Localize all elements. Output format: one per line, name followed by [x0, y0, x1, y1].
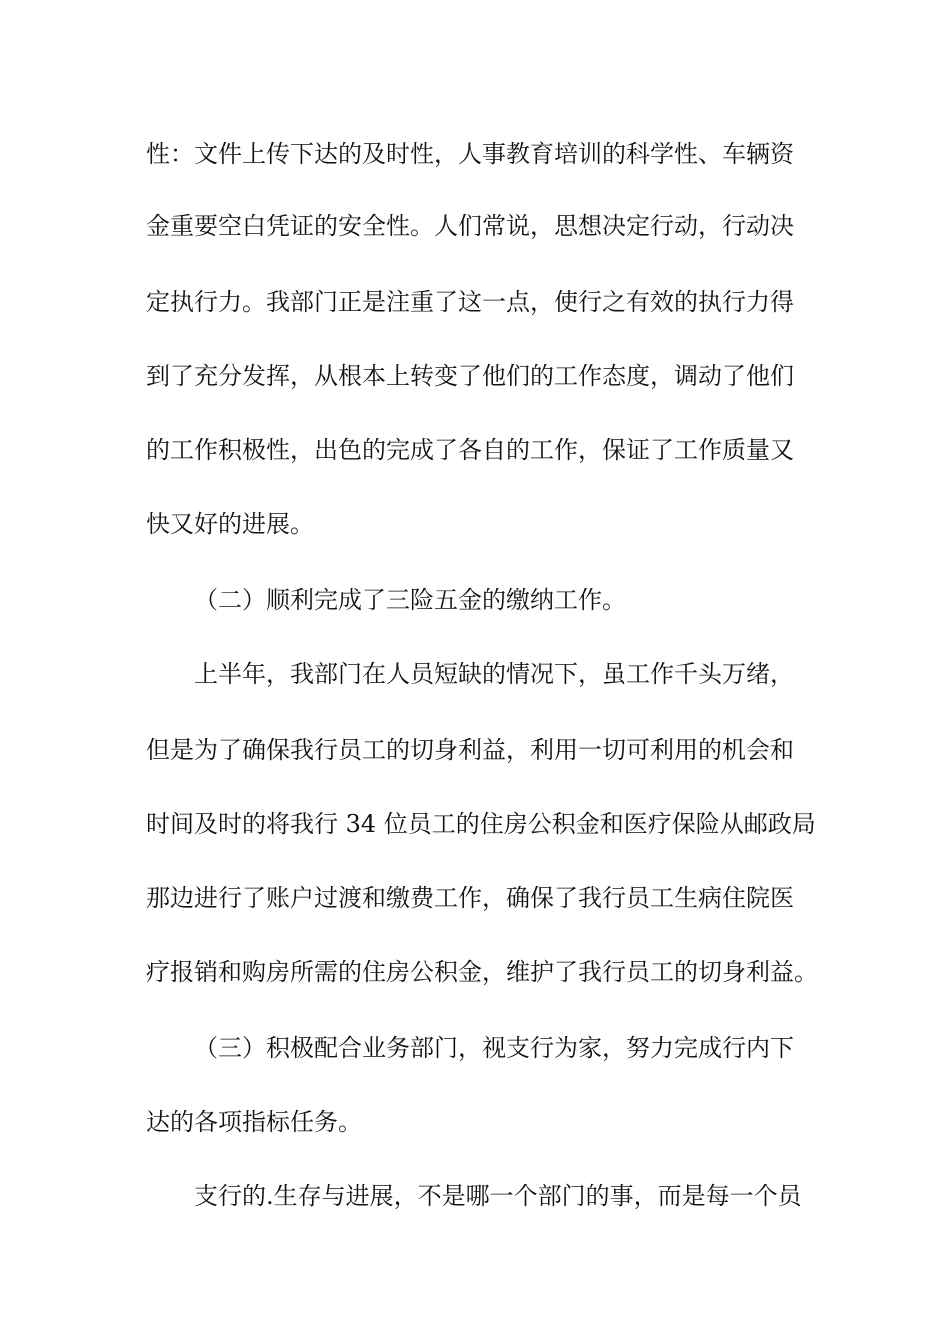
text-line: 定执行力。我部门正是注重了这一点，使行之有效的执行力得 — [146, 288, 794, 316]
text-line: 支行的.生存与进展，不是哪一个部门的事，而是每一个员 — [194, 1182, 802, 1210]
section-heading: （三）积极配合业务部门，视支行为家，努力完成行内下 — [194, 1034, 794, 1062]
text-line: 但是为了确保我行员工的切身利益，利用一切可利用的机会和 — [146, 736, 794, 764]
section-heading: （二）顺利完成了三险五金的缴纳工作。 — [194, 586, 626, 614]
text-line: 到了充分发挥，从根本上转变了他们的工作态度，调动了他们 — [146, 362, 794, 390]
text-line: 性：文件上传下达的及时性，人事教育培训的科学性、车辆资 — [146, 140, 794, 168]
text-line: 上半年，我部门在人员短缺的情况下，虽工作千头万绪， — [194, 660, 794, 688]
text-line: 金重要空白凭证的安全性。人们常说，思想决定行动，行动决 — [146, 212, 794, 240]
text-line: 疗报销和购房所需的住房公积金，维护了我行员工的切身利益。 — [146, 958, 818, 986]
text-line: 的工作积极性，出色的完成了各自的工作，保证了工作质量又 — [146, 436, 794, 464]
text-line: 达的各项指标任务。 — [146, 1108, 362, 1136]
text-line: 快又好的进展。 — [146, 510, 314, 538]
text-line: 那边进行了账户过渡和缴费工作，确保了我行员工生病住院医 — [146, 884, 794, 912]
text-line: 时间及时的将我行 34 位员工的住房公积金和医疗保险从邮政局 — [146, 810, 816, 838]
